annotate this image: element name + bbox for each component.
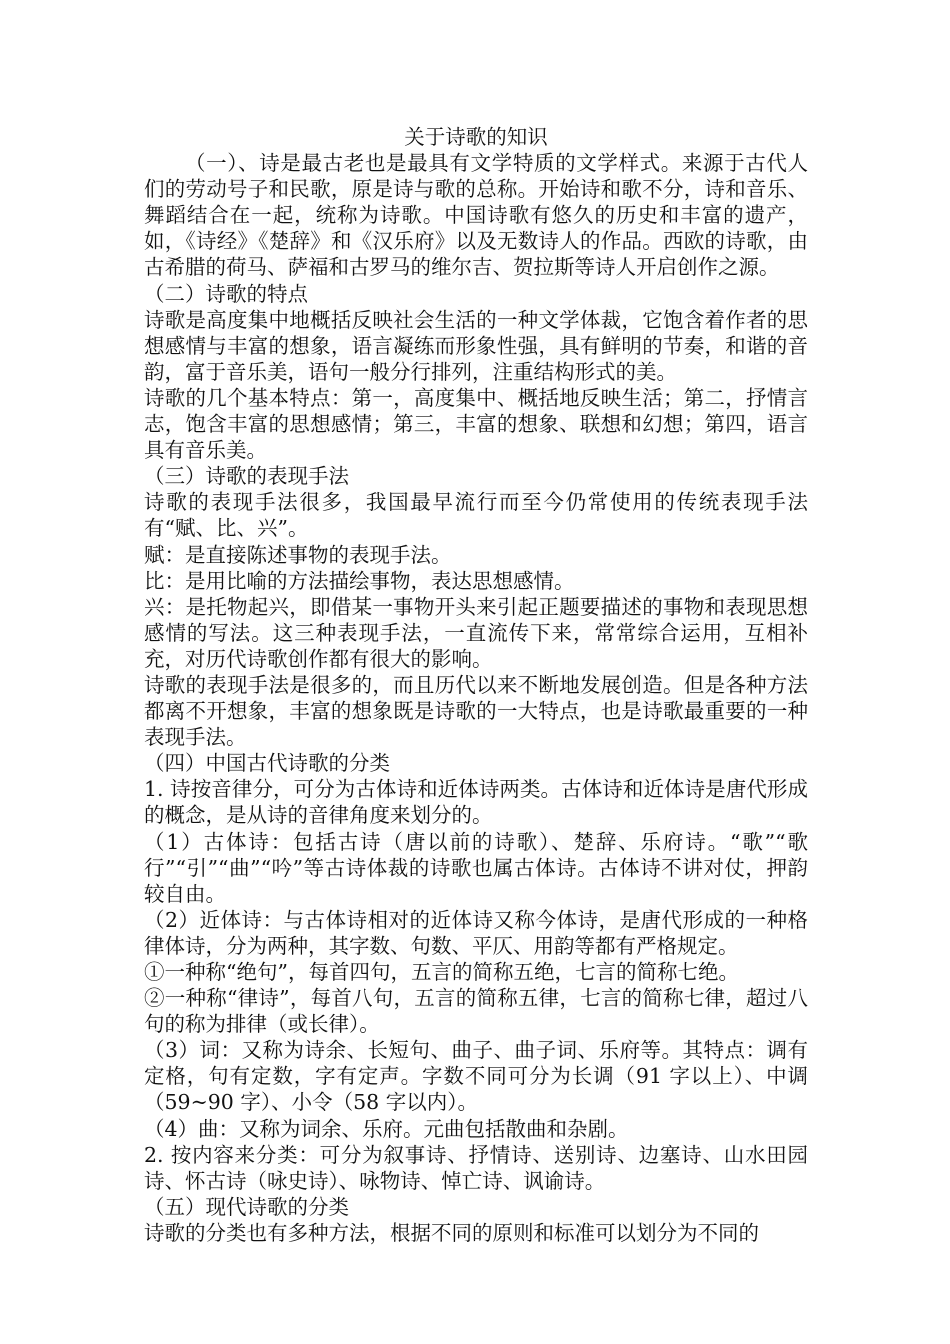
paragraph-xing: 兴：是托物起兴，即借某一事物开头来引起正题要描述的事物和表现思想感情的写法。这三种表现手法，一直流传下来，常常综合运用，互相补充，对历代诗歌创作都有很大的影响。 bbox=[144, 594, 808, 671]
paragraph-origin: （一）、诗是最古老也是最具有文学特质的文学样式。来源于古代人们的劳动号子和民歌，原是诗与歌的总称。开始诗和歌不分，诗和音乐、舞蹈结合在一起，统称为诗歌。中国诗歌有悠久的历史和丰富的遗产，如，《诗经》《楚辞》和《汉乐府》以及无数诗人的作品。西欧的诗歌，由古希腊的荷马、萨福和古罗马的维尔吉、贺拉斯等诗人开启创作之源。 bbox=[144, 151, 808, 280]
paragraph-modern-style: （2）近体诗：与古体诗相对的近体诗又称今体诗，是唐代形成的一种格律体诗，分为两种，其字数、句数、平仄、用韵等都有严格规定。 bbox=[144, 907, 808, 958]
paragraph-lvshi: ②一种称“律诗”，每首八句，五言的简称五律，七言的简称七律，超过八句的称为排律（或长律）。 bbox=[144, 986, 808, 1037]
document-title: 关于诗歌的知识 bbox=[404, 125, 548, 149]
section-heading-modern-classification: （五）现代诗歌的分类 bbox=[144, 1194, 349, 1219]
paragraph-modern-classification: 诗歌的分类也有多种方法，根据不同的原则和标准可以划分为不同的 bbox=[144, 1220, 759, 1245]
paragraph-fu: 赋：是直接陈述事物的表现手法。 bbox=[144, 542, 452, 567]
paragraph-by-content: 2. 按内容来分类：可分为叙事诗、抒情诗、送别诗、边塞诗、山水田园诗、怀古诗（咏史诗）、咏物诗、悼亡诗、讽谕诗。 bbox=[144, 1142, 808, 1193]
section-heading-ancient-classification: （四）中国古代诗歌的分类 bbox=[144, 751, 390, 776]
document-body bbox=[144, 124, 808, 1246]
paragraph-bi: 比：是用比喻的方法描绘事物，表达思想感情。 bbox=[144, 568, 575, 593]
paragraph-definition: 诗歌是高度集中地概括反映社会生活的一种文学体裁，它饱含着作者的思想感情与丰富的想象，语言凝练而形象性强，具有鲜明的节奏，和谐的音韵，富于音乐美，语句一般分行排列，注重结构形式的美。 bbox=[144, 307, 808, 384]
paragraph-basic-features: 诗歌的几个基本特点：第一，高度集中、概括地反映生活；第二，抒情言志，饱含丰富的思想感情；第三，丰富的想象、联想和幻想；第四，语言具有音乐美。 bbox=[144, 385, 808, 463]
paragraph-ancient-style: （1）古体诗：包括古诗（唐以前的诗歌）、楚辞、乐府诗。“歌”“歌行”“引”“曲”“吟”等古诗体裁的诗歌也属古体诗。古体诗不讲对仗，押韵较自由。 bbox=[144, 829, 808, 906]
section-heading-features: （二）诗歌的特点 bbox=[144, 281, 308, 306]
section-heading-techniques: （三）诗歌的表现手法 bbox=[144, 464, 349, 489]
paragraph-by-meter: 1. 诗按音律分，可分为古体诗和近体诗两类。古体诗和近体诗是唐代形成的概念，是从诗的音律角度来划分的。 bbox=[144, 777, 808, 828]
paragraph-ci: （3）词：又称为诗余、长短句、曲子、曲子词、乐府等。其特点：调有定格，句有定数，字有定声。字数不同可分为长调（91 字以上）、中调（59~90 字）、小令（58 字以内）。 bbox=[144, 1038, 808, 1115]
paragraph-jueju: ①一种称“绝句”，每首四句，五言的简称五绝，七言的简称七绝。 bbox=[144, 960, 739, 984]
paragraph-techniques-summary: 诗歌的表现手法是很多的，而且历代以来不断地发展创造。但是各种方法都离不开想象，丰富的想象既是诗歌的一大特点，也是诗歌最重要的一种表现手法。 bbox=[144, 672, 808, 750]
paragraph-qu: （4）曲：又称为词余、乐府。元曲包括散曲和杂剧。 bbox=[144, 1116, 629, 1141]
paragraph-techniques-intro: 诗歌的表现手法很多，我国最早流行而至今仍常使用的传统表现手法有“赋、比、兴”。 bbox=[144, 490, 808, 541]
